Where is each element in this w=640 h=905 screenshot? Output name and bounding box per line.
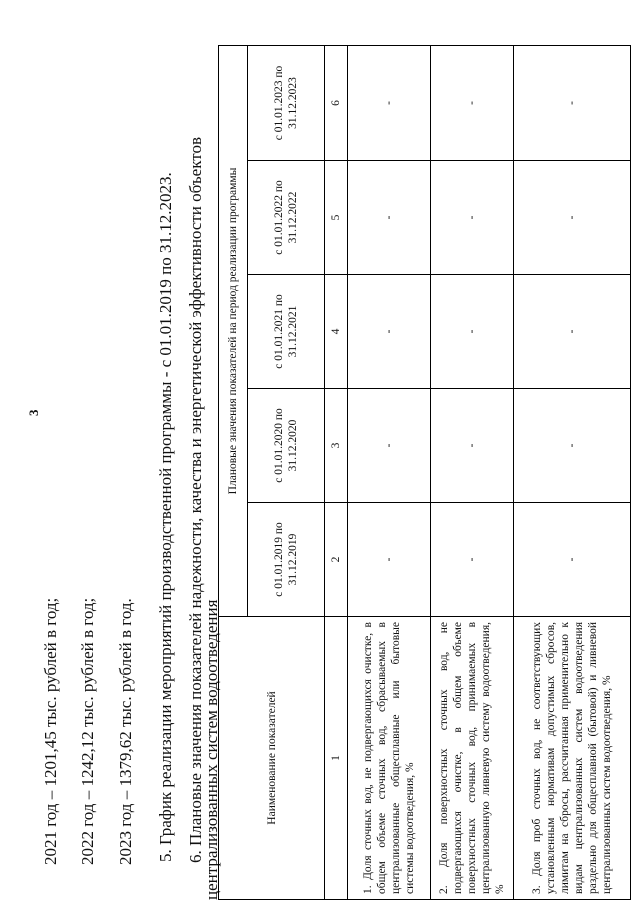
- rotated-page-content: [40, 40, 613, 900]
- column-number: 3: [325, 389, 348, 503]
- indicator-value: -: [514, 389, 631, 503]
- indicator-value: -: [348, 275, 431, 389]
- header-indicator-name: Наименование показателей: [219, 617, 325, 900]
- column-number-row: [325, 45, 348, 899]
- column-number: 5: [325, 161, 348, 275]
- indicator-name: 2. Доля поверхностных сточных вод, не подвергающихся очистке, в общем объеме поверхностных сточных вод, принимаемых в централизованную ливневую систему водоотведения, %: [431, 617, 514, 900]
- indicator-value: -: [431, 161, 514, 275]
- table-row: [348, 45, 431, 899]
- header-planned-values: Плановые значения показателей на период реализации программы: [219, 45, 248, 616]
- page-number: 3: [26, 409, 41, 416]
- header-period-2019: с 01.01.2019 по 31.12.2019: [248, 503, 325, 617]
- indicator-value: -: [431, 45, 514, 160]
- header-period-2021: с 01.01.2021 по 31.12.2021: [248, 275, 325, 389]
- header-period-2023: с 01.01.2023 по 31.12.2023: [248, 45, 325, 160]
- table-row: [431, 45, 514, 899]
- section-6-heading: 6. Плановые значения показателей надежности, качества и энергетической эффективности объектов: [186, 137, 205, 863]
- indicator-value: -: [348, 389, 431, 503]
- column-number: 1: [325, 617, 348, 900]
- amount-line-2023: 2023 год – 1379,62 тыс. рублей в год.: [116, 598, 135, 865]
- indicator-name: 1. Доля сточных вод, не подвергающихся очистке, в общем объеме сточных вод, сбрасываемых в централизованные общесплавные или бытовые системы водоотведения, %: [348, 617, 431, 900]
- indicator-value: -: [431, 389, 514, 503]
- column-number: 6: [325, 45, 348, 160]
- column-number: 4: [325, 275, 348, 389]
- indicator-name: 3. Доля проб сточных вод, не соответствующих установленным нормативам допустимых сбросов, лимитам на сбросы, рассчитанная применительно к видам централизованных систем водоотведения раздельно для общесплавной (бытовой) и ливневой централизованных систем водоотведения, %: [514, 617, 631, 900]
- indicator-value: -: [431, 503, 514, 617]
- indicator-value: -: [348, 161, 431, 275]
- indicator-value: -: [514, 275, 631, 389]
- amount-line-2022: 2022 год – 1242,12 тыс. рублей в год;: [78, 597, 97, 865]
- header-period-2020: с 01.01.2020 по 31.12.2020: [248, 389, 325, 503]
- indicators-table: [218, 45, 631, 900]
- indicator-value: -: [348, 503, 431, 617]
- indicator-value: -: [514, 161, 631, 275]
- table-row: [514, 45, 631, 899]
- amount-line-2021: 2021 год – 1201,45 тыс. рублей в год;: [41, 597, 60, 865]
- section-6-heading-continued: централизованных систем водоотведения: [202, 599, 221, 900]
- indicator-value: -: [348, 45, 431, 160]
- column-number: 2: [325, 503, 348, 617]
- section-5-heading: 5. График реализации мероприятий производственной программы - с 01.01.2019 по 31.12.2023.: [156, 172, 175, 862]
- indicator-value: -: [514, 503, 631, 617]
- indicator-value: -: [514, 45, 631, 160]
- header-period-2022: с 01.01.2022 по 31.12.2022: [248, 161, 325, 275]
- indicator-value: -: [431, 275, 514, 389]
